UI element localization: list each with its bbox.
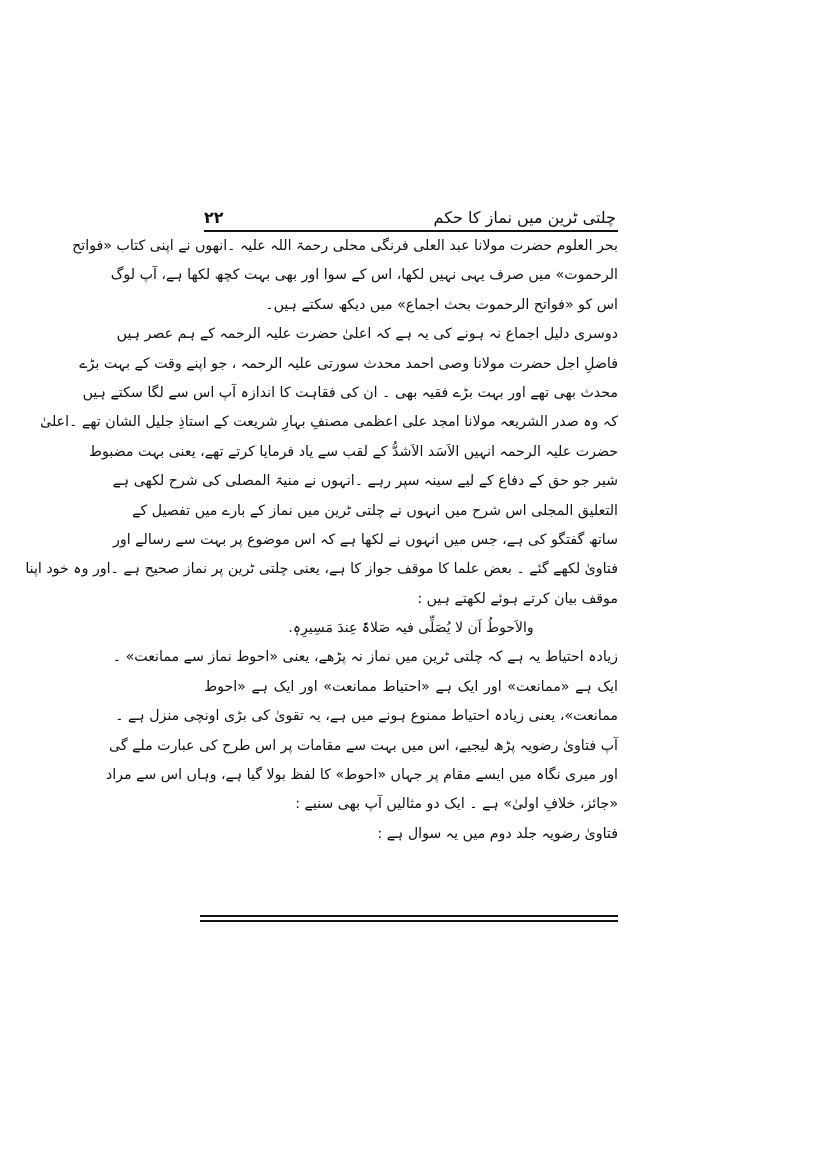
text-line: محدث بھی تھے اور بہت بڑے فقیہ بھی ۔ ان کی فقاہت کا اندازہ آپ اس سے لگا سکتے ہیں bbox=[82, 384, 618, 401]
text-line: فاضلِ اجل حضرت مولانا وصی احمد محدث سورتی علیہ الرحمہ ، جو اپنے وقت کے بہت بڑے bbox=[79, 355, 618, 372]
page-number: ۲۲ bbox=[204, 208, 224, 227]
text-line: «جائز، خلافِ اولیٰ» ہے ۔ ایک دو مثالیں آپ بھی سنیے : bbox=[295, 796, 618, 813]
text-line: ممانعت»، یعنی زیادہ احتیاط ممنوع ہونے میں ہے، یہ تقویٰ کی بڑی اونچی منزل ہے ۔ bbox=[115, 708, 618, 725]
footer-rule-upper bbox=[200, 915, 618, 917]
page-header bbox=[204, 203, 616, 227]
text-line: موقف بیان کرتے ہوئے لکھتے ہیں : bbox=[417, 590, 618, 607]
text-line: ساتھ گفتگو کی ہے، جس میں انہوں نے لکھا ہے کہ اس موضوع پر بہت سے رسالے اور bbox=[113, 531, 618, 548]
text-line: کہ وہ صدر الشریعہ مولانا امجد علی اعظمی مصنفِ بہارِ شریعت کے استاذِ جلیل الشان تھے ۔اعلیٰ bbox=[40, 414, 618, 431]
text-line: اس کو «فواتح الرحموت بحث اجماع» میں دیکھ سکتے ہیں۔ bbox=[265, 296, 618, 313]
text-line: اور میری نگاہ میں ایسے مقام پر جہاں «احوط» کا لفظ بولا گیا ہے، وہاں اس سے مراد bbox=[105, 767, 618, 784]
text-line: بحر العلوم حضرت مولانا عبد العلی فرنگی محلی رحمۃ اللہ علیہ ۔انھوں نے اپنی کتاب «فواتح bbox=[72, 238, 618, 254]
footer-rule-lower bbox=[200, 920, 618, 922]
text-line: شیر جو حق کے دفاع کے لیے سینہ سپر رہے ۔انہوں نے منیۃ المصلی کی شرح لکھی ہے bbox=[112, 473, 618, 490]
text-line: ایک ہے «ممانعت» اور ایک ہے «احتیاط ممانعت» اور ایک ہے «احوط bbox=[204, 678, 618, 695]
text-line: فتاویٰ رضویہ جلد دوم میں یہ سوال ہے : bbox=[377, 825, 618, 842]
body-text bbox=[25, 232, 618, 849]
running-title: چلتی ٹرین میں نماز کا حکم bbox=[433, 208, 616, 227]
text-line: فتاویٰ لکھے گئے ۔ بعض علما کا موقف جواز کا ہے، یعنی چلتی ٹرین پر نماز صحیح ہے ۔اور وہ خود اپنا bbox=[25, 561, 618, 578]
text-line: زیادہ احتیاط یہ ہے کہ چلتی ٹرین میں نماز نہ پڑھے، یعنی «احوط نماز سے ممانعت» ۔ bbox=[112, 649, 618, 666]
text-line: التعلیق المجلی اس شرح میں انہوں نے چلتی ٹرین میں نماز کے بارے میں تفصیل کے bbox=[132, 502, 618, 519]
text-line: دوسری دلیل اجماع نہ ہونے کی یہ ہے کہ اعلیٰ حضرت علیہ الرحمہ کے ہم عصر ہیں bbox=[116, 326, 618, 343]
text-line: الرحموت» میں صرف یہی نہیں لکھا، اس کے سوا اور بھی بہت کچھ لکھا ہے، آپ لوگ bbox=[110, 267, 618, 284]
text-line: حضرت علیہ الرحمہ انہیں الاَسَد الاَشدُّ کے لقب سے یاد فرمایا کرتے تھے، یعنی بہت مضبوط bbox=[88, 443, 618, 460]
text-line: آپ فتاویٰ رضویہ پڑھ لیجیے، اس میں بہت سے مقامات پر اس طرح کی عبارت ملے گی bbox=[109, 737, 618, 754]
arabic-quote: والاَحوطُ اَن لا یُصَلِّی فیہ صَلاۃً عِندَ مَسِیرِہٖ. bbox=[288, 620, 534, 637]
